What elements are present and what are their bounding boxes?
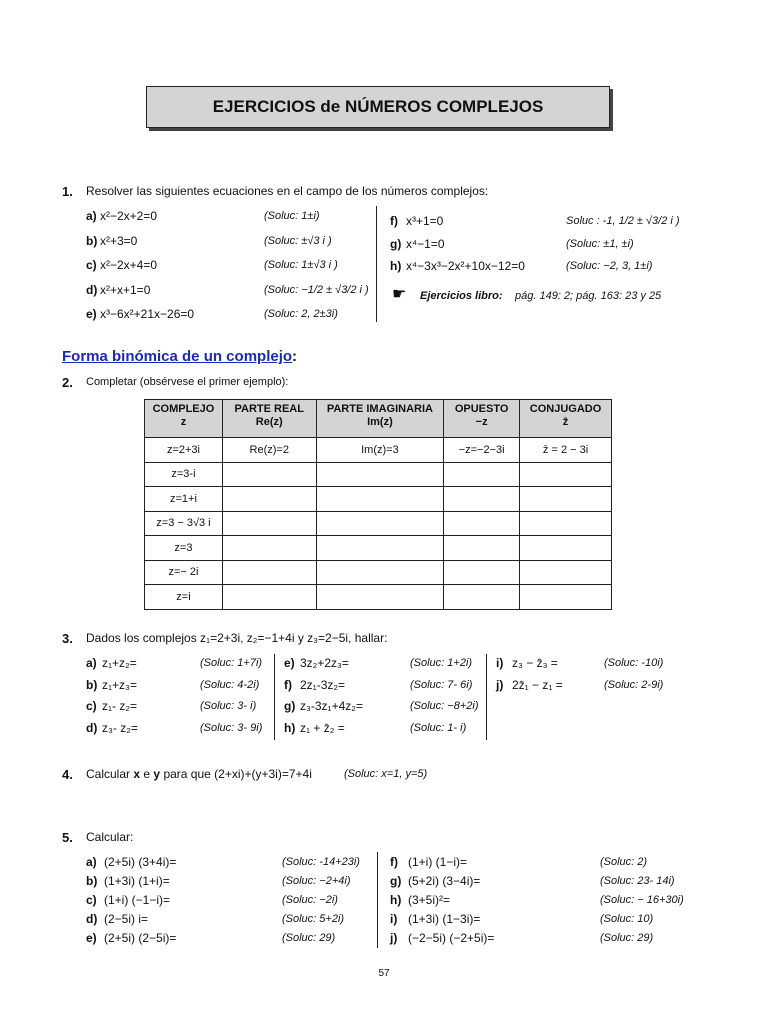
q5-item-equation: (1+3i) (1−3i)=	[408, 912, 481, 926]
table-header-line: Re(z)	[255, 416, 283, 428]
q4-text-a: Calcular	[86, 767, 131, 781]
q5-item-solution: (Soluc: 29)	[282, 932, 336, 944]
q1-item-equation: x²+x+1=0	[100, 282, 151, 297]
q1-item-label: e)	[86, 307, 97, 321]
q1-item-label: h)	[390, 259, 402, 273]
q3-item-solution: (Soluc: 2-9i)	[604, 678, 664, 691]
table-header-cell	[316, 400, 444, 438]
q5-item-label: g)	[390, 874, 402, 888]
q1-item-equation: x⁴−3x³−2x²+10x−12=0	[406, 259, 525, 273]
table-cell: Im(z)=3	[316, 438, 444, 463]
table-row	[145, 487, 612, 512]
table-cell-empty[interactable]	[444, 487, 520, 512]
table-cell-empty[interactable]	[444, 511, 520, 536]
q5-item-solution: (Soluc: 29)	[600, 932, 654, 944]
table-cell-empty[interactable]	[316, 511, 444, 536]
q5-item-equation: (2+5i) (3+4i)=	[104, 855, 177, 869]
q5-item-label: f)	[390, 855, 398, 869]
q1-item-solution: (Soluc: −2, 3, 1±i)	[566, 260, 653, 272]
q5-item-label: j)	[390, 931, 398, 945]
q5-item-equation: (2−5i) i=	[104, 912, 149, 926]
q1-item-label: a)	[86, 209, 97, 223]
q1-number: 1.	[62, 184, 73, 199]
q3-divider-1	[274, 654, 275, 740]
q4-number: 4.	[62, 767, 73, 782]
table-header-line: PARTE IMAGINARIA	[326, 403, 433, 415]
table-cell: −z=−2−3i	[444, 438, 520, 463]
q3-item-equation: z₃ − z̄₃ =	[512, 656, 558, 670]
q1-item-equation: x⁴−1=0	[406, 236, 445, 251]
q5-item-equation: (1+i) (1−i)=	[408, 855, 468, 869]
table-cell-empty[interactable]	[222, 511, 316, 536]
q1-item-solution: (Soluc: 1±√3 i )	[264, 259, 338, 271]
q1-item-solution: Soluc : -1, 1/2 ± √3/2 i )	[566, 215, 680, 227]
q5-item-solution: (Soluc: 5+2i)	[282, 913, 345, 925]
title-box	[146, 86, 610, 128]
q5-item-equation: (1+i) (−1−i)=	[104, 893, 171, 907]
q5-item-equation: (5+2i) (3−4i)=	[408, 874, 481, 888]
q5-item-solution: (Soluc: 2)	[600, 856, 648, 868]
q3-item-label: j)	[496, 677, 504, 692]
q5-item-solution: (Soluc: 10)	[600, 913, 654, 925]
table-cell-empty[interactable]	[222, 560, 316, 585]
table-header-cell	[145, 400, 223, 438]
table-header-row	[145, 400, 612, 438]
q2-text: Completar (obsérvese el primer ejemplo):	[86, 376, 289, 388]
q3-item-solution: (Soluc: 3- i)	[200, 700, 257, 712]
q3-item-solution: (Soluc: 3- 9i)	[200, 721, 263, 734]
table-cell-empty[interactable]	[520, 536, 612, 561]
q5-item-equation: (2+5i) (2−5i)=	[104, 931, 177, 945]
book-exercises-text: pág. 149: 2; pág. 163: 23 y 25	[515, 290, 662, 302]
q1-item-solution: (Soluc: ±1, ±i)	[566, 237, 634, 250]
table-header-line: COMPLEJO	[152, 403, 215, 415]
q3-item-equation: z₃-3z₁+4z₂=	[300, 699, 363, 713]
q1-item-solution: (Soluc: ±√3 i )	[264, 234, 332, 247]
q3-item-label: h)	[284, 720, 296, 735]
table-row	[145, 536, 612, 561]
table-header-line: z	[180, 416, 187, 428]
pointing-hand-icon: ☛	[392, 286, 407, 303]
table-cell-empty[interactable]	[316, 462, 444, 487]
q1-item-solution: (Soluc: −1/2 ± √3/2 i )	[264, 283, 369, 296]
q5-item-solution: (Soluc: −2+4i)	[282, 875, 351, 887]
q3-item-equation: z₁- z₂=	[102, 699, 138, 713]
page-title: EJERCICIOS de NÚMEROS COMPLEJOS	[212, 97, 544, 116]
table-cell-empty[interactable]	[316, 536, 444, 561]
table-header-line: CONJUGADO	[529, 403, 602, 415]
table-cell-empty[interactable]	[444, 462, 520, 487]
section-heading-text: Forma binómica de un complejo	[62, 348, 293, 365]
q1-item-label: b)	[86, 233, 98, 248]
table-header-line: OPUESTO	[454, 403, 509, 415]
q3-item-label: d)	[86, 720, 98, 735]
q5-divider	[377, 852, 378, 948]
q3-item-equation: z₁ + z̄₂ =	[300, 720, 345, 735]
q5-item-label: h)	[390, 893, 402, 907]
q3-item-solution: (Soluc: 1+7i)	[200, 657, 263, 669]
q4-text	[86, 767, 312, 781]
q3-number: 3.	[62, 631, 73, 646]
q5-item-label: i)	[390, 912, 398, 926]
table-row-example	[145, 438, 612, 463]
table-cell: z=i	[145, 585, 223, 610]
q1-item-equation: x²−2x+4=0	[100, 258, 158, 272]
q3-item-label: a)	[86, 656, 97, 670]
q3-item-solution: (Soluc: −8+2i)	[410, 700, 479, 712]
q1-item-label: f)	[390, 214, 398, 228]
q4-var-x: x	[133, 767, 141, 781]
q1-divider	[376, 206, 377, 322]
table-row	[145, 462, 612, 487]
table-cell: z=2+3i	[145, 438, 223, 463]
table-cell-empty[interactable]	[316, 585, 444, 610]
q3-item-equation: 3z₂+2z₃=	[300, 656, 349, 670]
table-cell-empty[interactable]	[222, 487, 316, 512]
table-header-cell	[444, 400, 520, 438]
q3-item-equation: 2z₁-3z₂=	[300, 677, 346, 692]
table-cell-empty[interactable]	[222, 462, 316, 487]
book-exercises-label: Ejercicios libro:	[420, 290, 503, 302]
table-cell-empty[interactable]	[520, 585, 612, 610]
table-cell-empty[interactable]	[520, 487, 612, 512]
q5-item-solution: (Soluc: −2i)	[282, 894, 338, 906]
q5-item-equation: (−2−5i) (−2+5i)=	[408, 931, 495, 945]
q5-number: 5.	[62, 830, 73, 845]
table-cell-empty[interactable]	[316, 487, 444, 512]
q3-item-equation: z₁+z₃=	[102, 677, 137, 692]
table-cell-empty[interactable]	[444, 560, 520, 585]
table-cell-empty[interactable]	[444, 536, 520, 561]
table-cell-empty[interactable]	[444, 585, 520, 610]
q1-item-solution: (Soluc: 2, 2±3i)	[264, 308, 338, 320]
q3-item-solution: (Soluc: 1- i)	[410, 721, 467, 734]
q5-item-label: b)	[86, 874, 98, 888]
q1-item-label: g)	[390, 236, 402, 251]
q5-item-solution: (Soluc: -14+23i)	[282, 856, 360, 868]
page-number: 57	[378, 968, 390, 979]
table-cell: z̄ = 2 − 3i	[520, 438, 612, 463]
q3-item-label: b)	[86, 677, 98, 692]
table-header-cell	[520, 400, 612, 438]
q3-item-label: f)	[284, 677, 292, 692]
q1-item-solution: (Soluc: 1±i)	[264, 210, 320, 222]
table-cell: z=3 − 3√3 i	[145, 511, 223, 536]
q1-item-equation: x³+1=0	[406, 214, 444, 228]
q1-text: Resolver las siguientes ecuaciones en el campo de los números complejos:	[86, 184, 489, 198]
q2-number: 2.	[62, 375, 73, 390]
q5-item-solution: (Soluc: − 16+30i)	[600, 894, 684, 906]
table-cell-empty[interactable]	[316, 560, 444, 585]
q3-item-solution: (Soluc: 4-2i)	[200, 678, 260, 691]
q4-text-c: para que (2+xi)+(y+3i)=7+4i	[163, 767, 312, 781]
q5-item-label: d)	[86, 912, 98, 926]
q3-item-label: i)	[496, 656, 504, 670]
table-row	[145, 585, 612, 610]
q3-item-label: g)	[284, 699, 296, 713]
section-heading-colon: :	[292, 348, 298, 365]
q5-item-label: e)	[86, 931, 97, 945]
table-cell-empty[interactable]	[520, 560, 612, 585]
table-header-cell	[222, 400, 316, 438]
table-header-line: z̄	[562, 416, 569, 428]
table-cell-empty[interactable]	[222, 585, 316, 610]
table-cell: Re(z)=2	[222, 438, 316, 463]
q3-item-equation: 2z̄₁ − z₁ =	[512, 677, 563, 692]
q3-item-equation: z₁+z₂=	[102, 656, 137, 670]
q1-item-equation: x²+3=0	[100, 233, 138, 248]
q1-item-label: c)	[86, 258, 97, 272]
section-heading	[62, 348, 297, 365]
q1-item-equation: x²−2x+2=0	[100, 209, 158, 223]
table-cell-empty[interactable]	[520, 462, 612, 487]
table-header-line: PARTE REAL	[234, 403, 304, 415]
q4-var-y: y	[153, 767, 161, 781]
q3-divider-2	[486, 654, 487, 740]
q1-item-equation: x³−6x²+21x−26=0	[100, 307, 195, 321]
q3-item-solution: (Soluc: -10i)	[604, 657, 664, 669]
table-body	[145, 438, 612, 610]
table-row	[145, 560, 612, 585]
q3-item-equation: z₃- z₂=	[102, 720, 138, 735]
q3-item-label: c)	[86, 699, 97, 713]
q5-item-label: c)	[86, 893, 97, 907]
table-cell: z=3-i	[145, 462, 223, 487]
q3-item-solution: (Soluc: 7- 6i)	[410, 678, 473, 691]
table-cell: z=− 2i	[145, 560, 223, 585]
table-cell: z=1+i	[145, 487, 223, 512]
table-header-line: −z	[475, 416, 488, 428]
q4-text-b: e	[143, 767, 151, 781]
q5-item-equation: (1+3i) (1+i)=	[104, 874, 170, 888]
table-cell-empty[interactable]	[222, 536, 316, 561]
q1-item-label: d)	[86, 282, 98, 297]
complex-table	[144, 399, 612, 610]
table-cell: z=3	[145, 536, 223, 561]
q5-item-equation: (3+5i)²=	[408, 893, 451, 907]
q5-item-label: a)	[86, 855, 97, 869]
q3-text: Dados los complejos z₁=2+3i, z₂=−1+4i y z₃=2−5i, hallar:	[86, 631, 388, 645]
table-row	[145, 511, 612, 536]
table-cell-empty[interactable]	[520, 511, 612, 536]
q5-text: Calcular:	[86, 830, 134, 844]
table-header-line: Im(z)	[367, 416, 393, 428]
q5-item-solution: (Soluc: 23- 14i)	[600, 875, 675, 887]
q3-item-label: e)	[284, 656, 295, 670]
q4-solution: (Soluc: x=1, y=5)	[344, 768, 428, 780]
q3-item-solution: (Soluc: 1+2i)	[410, 657, 473, 669]
